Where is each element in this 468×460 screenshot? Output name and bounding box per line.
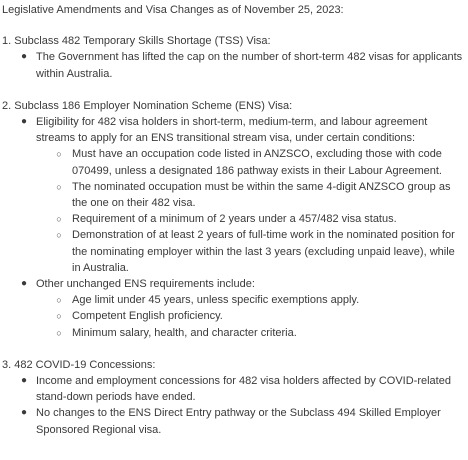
document-title: Legislative Amendments and Visa Changes as of November 25, 2023: xyxy=(2,4,344,16)
hollow-bullet-icon: ○ xyxy=(56,181,62,192)
sub-list-item xyxy=(2,179,464,211)
sub-list-item-text: The nominated occupation must be within the same 4-digit ANZSCO group as the one on their 482 visa. xyxy=(72,180,451,210)
list-item xyxy=(2,373,464,405)
bullet-icon: ● xyxy=(20,116,28,128)
list-item-text: Income and employment concessions for 482 visa holders affected by COVID-related stand-down periods have ended. xyxy=(36,375,451,404)
sub-list xyxy=(36,292,464,341)
sub-list-item xyxy=(2,325,464,341)
sub-list-item-text: Minimum salary, health, and character criteria. xyxy=(72,326,297,339)
sub-list-item xyxy=(2,146,464,178)
hollow-bullet-icon: ○ xyxy=(56,327,62,338)
list-item xyxy=(2,276,464,341)
bullet-icon: ● xyxy=(20,51,28,63)
sub-list-item xyxy=(2,211,464,227)
section-186-list xyxy=(2,114,464,341)
hollow-bullet-icon: ○ xyxy=(56,295,62,306)
bullet-icon: ● xyxy=(20,278,28,290)
section-heading-covid: 3. 482 COVID-19 Concessions: xyxy=(2,358,156,371)
bullet-icon: ● xyxy=(20,375,28,387)
hollow-bullet-icon: ○ xyxy=(56,149,62,160)
sub-list xyxy=(36,146,464,276)
sub-list-item-text: Demonstration of at least 2 years of full-time work in the nominated position for the nominating employer within the last 3 years (excluding unpaid leave), while in Australia. xyxy=(72,229,455,274)
hollow-bullet-icon: ○ xyxy=(56,230,62,241)
list-item xyxy=(2,49,464,81)
section-covid-list xyxy=(2,373,464,438)
list-item xyxy=(2,405,464,437)
section-heading-482: 1. Subclass 482 Temporary Skills Shortage (TSS) Visa: xyxy=(2,35,271,48)
list-item-text: Other unchanged ENS requirements include: xyxy=(36,278,255,291)
list-item-text: No changes to the ENS Direct Entry pathway or the Subclass 494 Skilled Employer Sponsored Regional visa. xyxy=(36,407,441,436)
list-item-text: The Government has lifted the cap on the number of short-term 482 visas for applicants within Australia. xyxy=(36,51,463,80)
sub-list-item-text: Requirement of a minimum of 2 years under a 457/482 visa status. xyxy=(72,213,397,226)
bullet-icon: ● xyxy=(20,407,28,419)
sub-list-item-text: Age limit under 45 years, unless specific exemptions apply. xyxy=(72,294,360,307)
sub-list-item xyxy=(2,227,464,276)
hollow-bullet-icon: ○ xyxy=(56,214,62,225)
section-heading-186: 2. Subclass 186 Employer Nomination Scheme (ENS) Visa: xyxy=(2,99,293,112)
list-item-text: Eligibility for 482 visa holders in short-term, medium-term, and labour agreement streams to apply for an ENS transitional stream visa, under certain conditions: xyxy=(36,116,428,145)
list-item xyxy=(2,114,464,276)
sub-list-item-text: Competent English proficiency. xyxy=(72,310,223,323)
section-482-list xyxy=(2,49,464,81)
hollow-bullet-icon: ○ xyxy=(56,311,62,322)
sub-list-item-text: Must have an occupation code listed in ANZSCO, excluding those with code 070499, unless a designated 186 pathway exists in their Labour Agreement. xyxy=(72,148,442,177)
sub-list-item xyxy=(2,308,464,324)
sub-list-item xyxy=(2,292,464,308)
